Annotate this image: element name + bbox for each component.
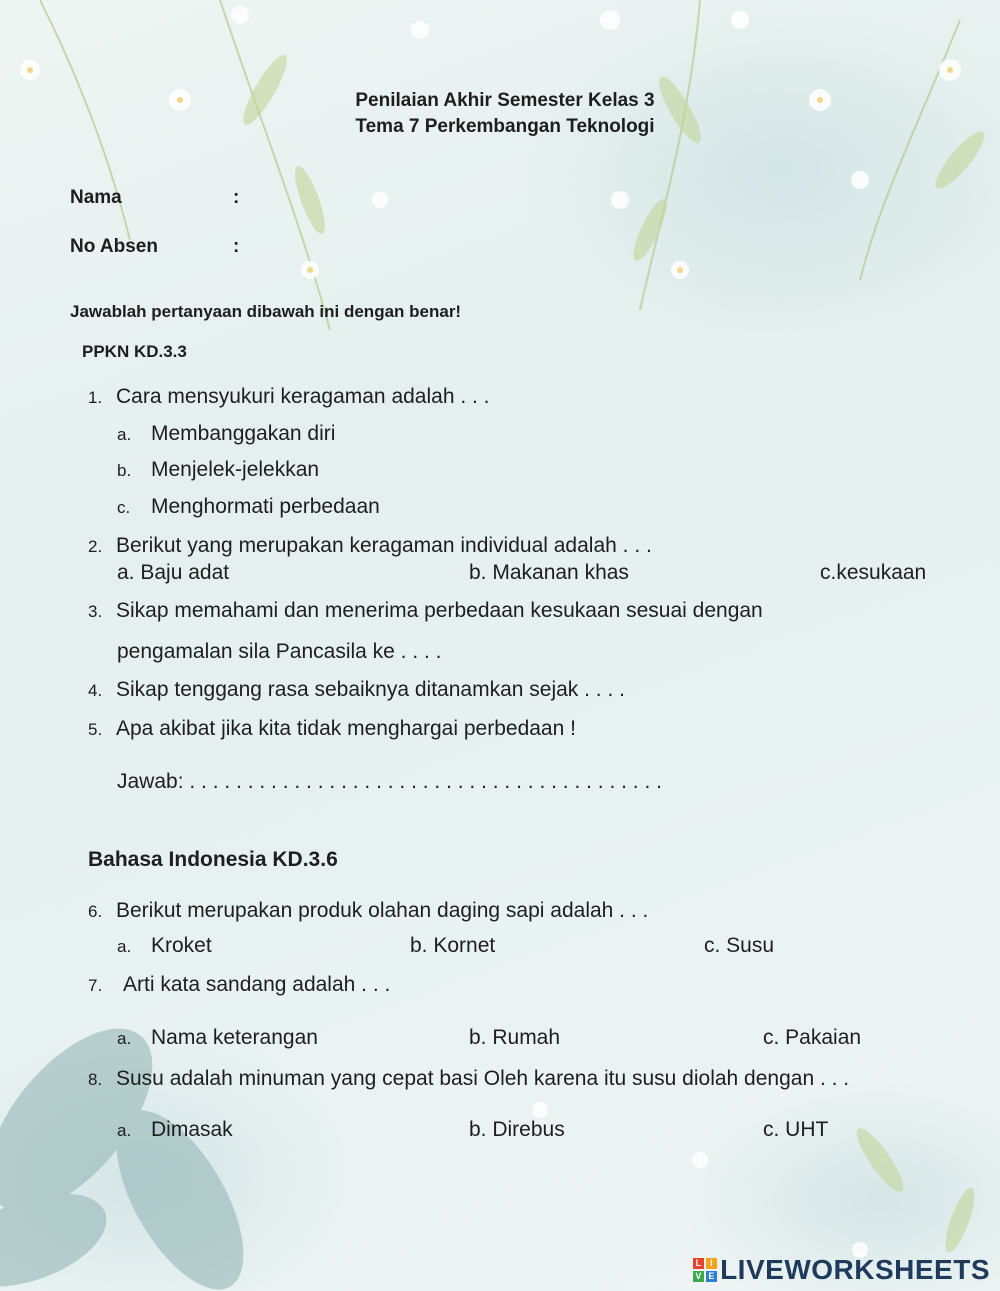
question-number: 2. xyxy=(88,537,103,556)
q1-option-b[interactable] xyxy=(117,458,319,482)
absen-colon: : xyxy=(233,236,240,257)
q8-option-a[interactable] xyxy=(117,1118,233,1142)
question-1 xyxy=(88,385,490,409)
question-5 xyxy=(88,717,576,741)
question-6 xyxy=(88,899,648,923)
question-number: 8. xyxy=(88,1070,103,1089)
question-number: 7. xyxy=(88,976,103,995)
option-text: Menghormati perbedaan xyxy=(151,495,380,518)
question-number: 4. xyxy=(88,681,103,700)
question-text: Berikut yang merupakan keragaman individual adalah . . . xyxy=(116,534,652,557)
q1-option-c[interactable] xyxy=(117,495,380,519)
option-letter: c. xyxy=(117,498,131,517)
option-letter: a. xyxy=(117,425,132,444)
question-text: Apa akibat jika kita tidak menghargai perbedaan ! xyxy=(116,717,576,740)
name-label: Nama xyxy=(70,187,122,208)
q2-option-a[interactable]: a. Baju adat xyxy=(117,561,230,584)
absen-label: No Absen xyxy=(70,236,158,257)
liveworksheets-logo[interactable] xyxy=(693,1254,990,1286)
q6-option-b[interactable]: b. Kornet xyxy=(410,934,496,957)
question-number: 3. xyxy=(88,602,103,621)
option-text: Menjelek-jelekkan xyxy=(151,458,320,481)
section-title-ppkn: PPKN KD.3.3 xyxy=(82,342,187,361)
option-text: Kroket xyxy=(151,934,212,957)
question-text: Sikap tenggang rasa sebaiknya ditanamkan sejak . . . . xyxy=(116,678,625,701)
liveworksheets-logo-icon xyxy=(693,1258,717,1282)
worksheet-title: Penilaian Akhir Semester Kelas 3 xyxy=(355,90,655,111)
question-text: Berikut merupakan produk olahan daging sapi adalah . . . xyxy=(116,899,649,922)
question-number: 5. xyxy=(88,720,103,739)
question-2 xyxy=(88,534,652,558)
logo-mark-letter: V xyxy=(693,1271,704,1282)
option-letter: a. xyxy=(117,937,132,956)
name-colon: : xyxy=(233,187,240,208)
question-text: Cara mensyukuri keragaman adalah . . . xyxy=(116,385,490,408)
option-text: Membanggakan diri xyxy=(151,422,336,445)
logo-text: LIVEWORKSHEETS xyxy=(720,1254,990,1285)
question-text: Arti kata sandang adalah . . . xyxy=(123,973,391,996)
question-number: 6. xyxy=(88,902,103,921)
option-text: Dimasak xyxy=(151,1118,233,1141)
question-8 xyxy=(88,1067,849,1091)
question-3 xyxy=(88,599,763,623)
option-letter: a. xyxy=(117,1121,132,1140)
question-3-continued: pengamalan sila Pancasila ke . . . . xyxy=(117,640,442,663)
option-letter: a. xyxy=(117,1029,132,1048)
logo-mark-letter: E xyxy=(706,1271,717,1282)
instruction-text: Jawablah pertanyaan dibawah ini dengan benar! xyxy=(70,302,462,321)
option-letter: b. xyxy=(117,461,132,480)
q1-option-a[interactable] xyxy=(117,422,335,446)
logo-mark-letter: I xyxy=(706,1258,717,1269)
worksheet-subtitle: Tema 7 Perkembangan Teknologi xyxy=(355,116,655,137)
q8-option-c[interactable]: c. UHT xyxy=(763,1118,829,1141)
option-text: Nama keterangan xyxy=(151,1026,318,1049)
q7-option-c[interactable]: c. Pakaian xyxy=(763,1026,862,1049)
q6-option-a[interactable] xyxy=(117,934,212,958)
q7-option-a[interactable] xyxy=(117,1026,318,1050)
q2-option-c[interactable]: c.kesukaan xyxy=(820,561,927,584)
question-4 xyxy=(88,678,625,702)
answer-line-q5[interactable]: Jawab: . . . . . . . . . . . . . . . . . . . . . . . . . . . . . . . . . . . . . . . . . xyxy=(117,770,662,793)
question-text: Sikap memahami dan menerima perbedaan kesukaan sesuai dengan xyxy=(116,599,763,622)
q8-option-b[interactable]: b. Direbus xyxy=(469,1118,565,1141)
q6-option-c[interactable]: c. Susu xyxy=(704,934,775,957)
section-title-bindo: Bahasa Indonesia KD.3.6 xyxy=(88,848,338,871)
logo-mark-letter: L xyxy=(693,1258,704,1269)
q2-option-b[interactable]: b. Makanan khas xyxy=(469,561,629,584)
question-number: 1. xyxy=(88,388,103,407)
question-7 xyxy=(88,973,390,997)
question-text: Susu adalah minuman yang cepat basi Oleh karena itu susu diolah dengan . . . xyxy=(116,1067,850,1090)
q7-option-b[interactable]: b. Rumah xyxy=(469,1026,561,1049)
